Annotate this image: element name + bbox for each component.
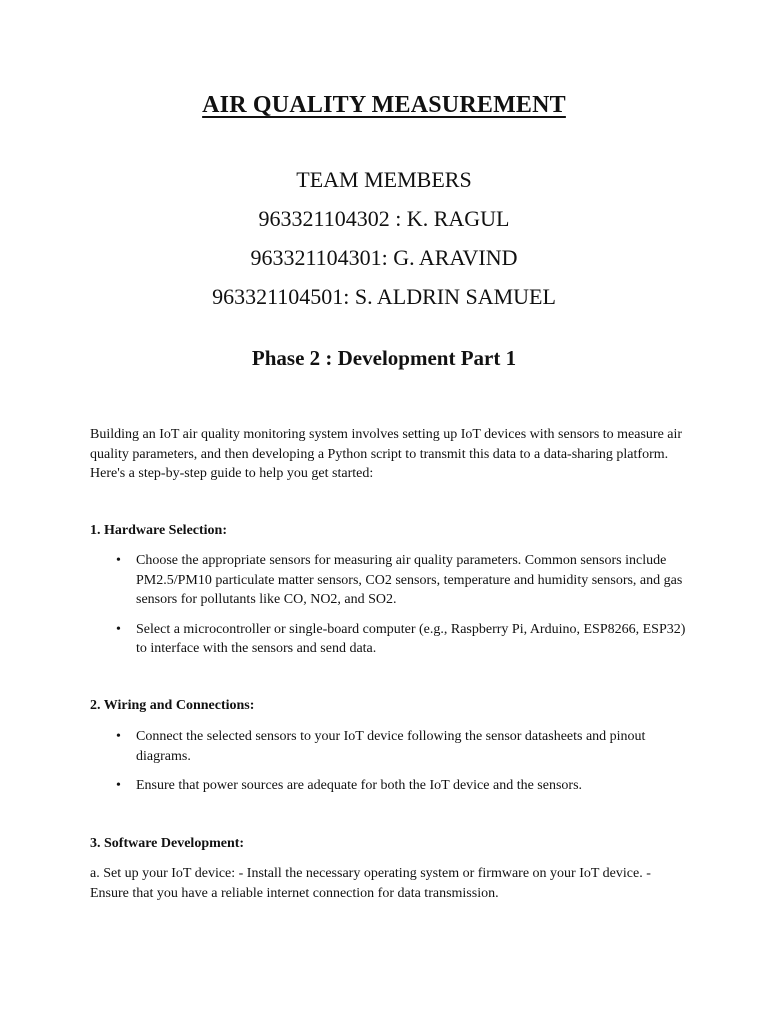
team-heading: TEAM MEMBERS — [296, 167, 472, 192]
list-item: • Ensure that power sources are adequate for both the IoT device and the sensors. — [108, 776, 693, 796]
wiring-bullet-list — [108, 727, 693, 806]
intro-paragraph: Building an IoT air quality monitoring system involves setting up IoT devices with sensors to measure air quality parameters, and then developing a Python script to transmit this data to a data-sharing platform. Here's a step-by-step guide to help you get started: — [90, 427, 683, 481]
list-item: • Choose the appropriate sensors for measuring air quality parameters. Common sensors include PM2.5/PM10 particulate matter sensors, CO2 sensors, temperature and humidity sensors, and gas sensors for pollutants like CO, NO2, and SO2. — [108, 551, 693, 610]
hardware-bullet-list — [108, 551, 693, 669]
team-block — [0, 160, 768, 316]
phase-heading: Phase 2 : Development Part 1 — [251, 346, 517, 370]
team-member: 963321104301: G. ARAVIND — [250, 245, 518, 270]
section-heading-hardware: 1. Hardware Selection: — [90, 523, 227, 538]
team-member: 963321104302 : K. RAGUL — [258, 206, 510, 231]
team-member: 963321104501: S. ALDRIN SAMUEL — [212, 284, 556, 309]
section-heading-wiring: 2. Wiring and Connections: — [90, 698, 255, 713]
list-item: • Connect the selected sensors to your IoT device following the sensor datasheets and pinout diagrams. — [108, 727, 693, 766]
list-item: • Select a microcontroller or single-board computer (e.g., Raspberry Pi, Arduino, ESP8266, ESP32) to interface with the sensors and send data. — [108, 620, 693, 659]
document-title: AIR QUALITY MEASUREMENT — [202, 92, 566, 118]
software-paragraph: a. Set up your IoT device: - Install the necessary operating system or firmware on your IoT device. - Ensure that you have a reliable internet connection for data transmission. — [90, 866, 651, 901]
section-heading-software: 3. Software Development: — [90, 836, 245, 851]
